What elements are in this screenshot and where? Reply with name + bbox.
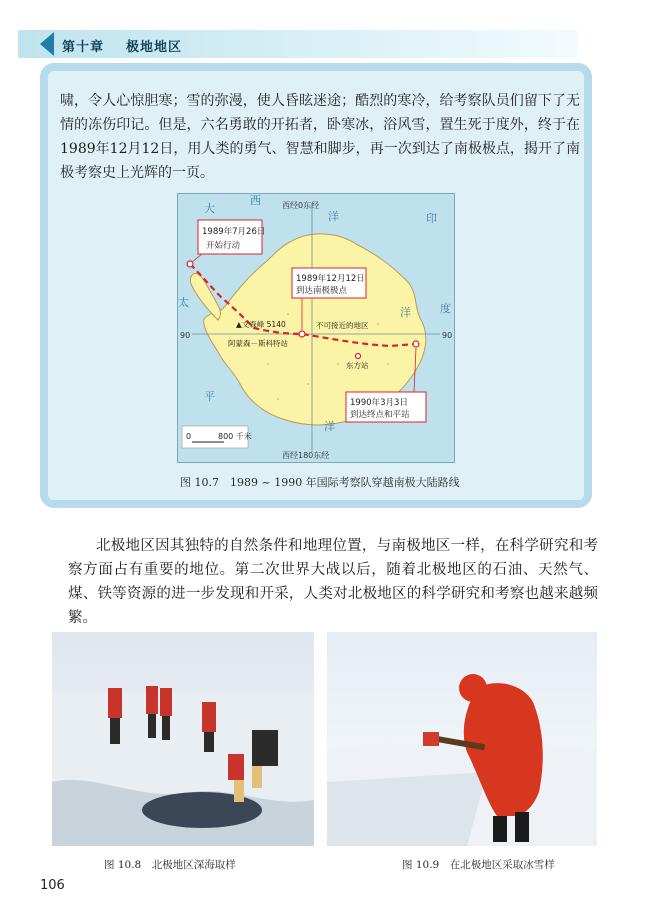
reading-box-text: 啸，令人心惊胆寒；雪的弥漫，使人昏眩迷途；酷烈的寒冷，给考察队员们留下了无情的冻伤印记。但是，六名勇敢的开拓者，卧寒冰，浴风雪，置生死于度外，终于在1989年12月12日，用人类的勇气、智慧和脚步，再一次到达了南极极点，揭开了南极考察史上光辉的一页。	[60, 93, 580, 181]
chapter-title: 极地地区	[126, 40, 183, 55]
ocean-label: 洋	[328, 210, 339, 223]
photo-deep-sea-sampling	[52, 632, 314, 846]
inaccessible-area-label: 不可接近的地区	[316, 321, 369, 330]
chapter-header	[62, 36, 182, 55]
callout-pole-line1: 1989年12月12日	[296, 274, 365, 284]
vostok-point	[356, 354, 361, 359]
callout-pole-line2: 到达南极极点	[296, 286, 348, 296]
scale-distance: 800 千米	[218, 432, 252, 441]
ocean-label: 平	[204, 390, 215, 403]
figure-caption: 图 10.7 1989 ~ 1990 年国际考察队穿越南极大陆路线	[180, 476, 460, 489]
page-number: 106	[40, 878, 65, 893]
scale-zero: 0	[186, 432, 192, 441]
ocean-label: 洋	[324, 420, 335, 433]
route-end-point	[413, 341, 419, 347]
body-paragraph: 北极地区因其独特的自然条件和地理位置，与南极地区一样，在科学研究和考察方面占有重要的地位。第二次世界大战以后，随着北极地区的石油、天然气、煤、铁等资源的进一步发现和开采，人类对北极地区的科学研究和考察也越来越频繁。	[68, 538, 598, 626]
ocean-label: 洋	[400, 306, 411, 319]
antarctica-route-map	[177, 193, 455, 463]
label-right-90: 90	[442, 331, 453, 340]
label-bottom: 西经180东经	[282, 451, 330, 460]
vinson-peak-label: ▲文森峰 5140	[236, 320, 286, 329]
photo-caption-1: 图 10.8 北极地区深海取样	[104, 859, 236, 871]
label-top: 西经0东经	[282, 201, 320, 210]
callout-end-line1: 1990年3月3日	[350, 398, 408, 408]
ocean-label: 西	[250, 194, 261, 207]
photo-ice-snow-sampling	[327, 632, 597, 846]
callout-start-line1: 1989年7月26日	[202, 227, 266, 237]
label-left-90: 90	[180, 331, 191, 340]
chapter-number: 第十章	[62, 40, 105, 55]
callout-start-line2: 开始行动	[206, 241, 241, 251]
chapter-marker-icon	[40, 32, 54, 56]
vostok-label: 东方站	[346, 361, 369, 370]
callout-end-line2: 到达终点和平站	[350, 410, 410, 420]
ocean-label: 太	[178, 296, 189, 309]
ocean-label: 大	[204, 202, 215, 215]
amundsen-scott-label: 阿蒙森－斯科特站	[228, 339, 288, 348]
south-pole-point	[299, 331, 305, 337]
ocean-label: 度	[440, 302, 451, 315]
ocean-label: 印	[426, 212, 437, 225]
photo-caption-2: 图 10.9 在北极地区采取冰雪样	[402, 859, 555, 871]
